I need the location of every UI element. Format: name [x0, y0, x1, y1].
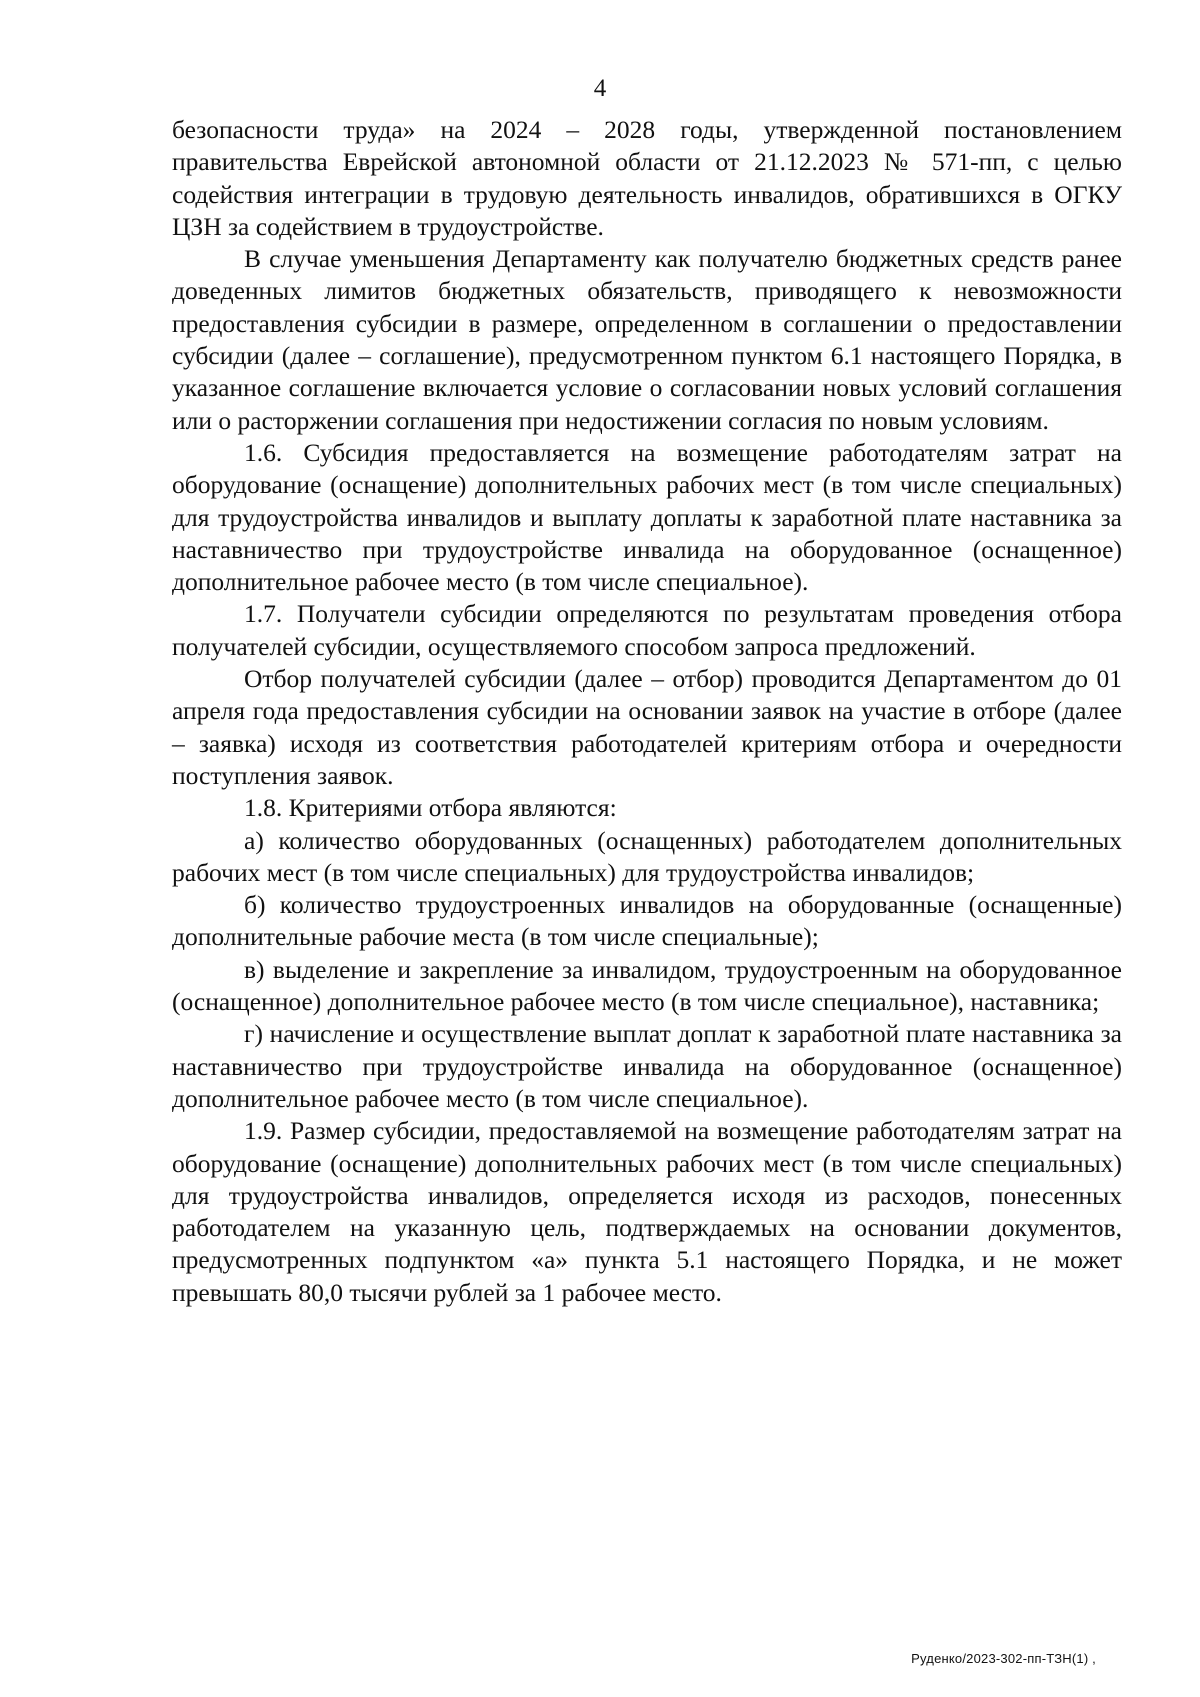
criterion-b: б) количество трудоустроенных инвалидов на оборудованные (оснащенные) дополнительные рабочие места (в том числе специальные);	[172, 890, 1122, 952]
page-number: 4	[593, 75, 607, 102]
criterion-a: а) количество оборудованных (оснащенных) работодателем дополнительных рабочих мест (в том числе специальных) для трудоустройства инвалидов;	[172, 825, 1122, 887]
paragraph-1-8: 1.8. Критериями отбора являются:	[244, 793, 617, 823]
document-reference-code: Руденко/2023-302-пп-ТЗН(1) ,	[911, 1651, 1096, 1666]
document-body	[172, 114, 1122, 1309]
criterion-g: г) начисление и осуществление выплат доплат к заработной плате наставника за наставничество при трудоустройстве инвалида на оборудованное (оснащенное) дополнительное рабочее место (в том числе специальное).	[172, 1019, 1122, 1113]
paragraph-1-6: 1.6. Субсидия предоставляется на возмещение работодателям затрат на оборудование (оснащение) дополнительных рабочих мест (в том числе специальных) для трудоустройства инвалидов и выплату доплаты к заработной плате наставника за наставничество при трудоустройстве инвалида на оборудованное (оснащенное) дополнительное рабочее место (в том числе специальное).	[172, 437, 1122, 597]
paragraph-selection: Отбор получателей субсидии (далее – отбор) проводится Департаментом до 01 апреля года предоставления субсидии на основании заявок на участие в отборе (далее – заявка) исходя из соответствия работодателей критериям отбора и очередности поступления заявок.	[172, 664, 1122, 790]
paragraph-budget-limits: В случае уменьшения Департаменту как получателю бюджетных средств ранее доведенных лимитов бюджетных обязательств, приводящего к невозможности предоставления субсидии в размере, определенном в соглашении о предоставлении субсидии (далее – соглашение), предусмотренном пунктом 6.1 настоящего Порядка, в указанное соглашение включается условие о согласовании новых условий соглашения или о расторжении соглашения при недостижении согласия по новым условиям.	[172, 244, 1122, 435]
paragraph-continuation: безопасности труда» на 2024 – 2028 годы, утвержденной постановлением правительства Еврейской автономной области от 21.12.2023 № 571-пп, с целью содействия интеграции в трудовую деятельность инвалидов, обратившихся в ОГКУ ЦЗН за содействием в трудоустройстве.	[172, 115, 1122, 241]
paragraph-1-7: 1.7. Получатели субсидии определяются по результатам проведения отбора получателей субсидии, осуществляемого способом запроса предложений.	[172, 599, 1122, 661]
paragraph-1-9: 1.9. Размер субсидии, предоставляемой на возмещение работодателям затрат на оборудование (оснащение) дополнительных рабочих мест (в том числе специальных) для трудоустройства инвалидов, определяется исходя из расходов, понесенных работодателем на указанную цель, подтверждаемых на основании документов, предусмотренных подпунктом «а» пункта 5.1 настоящего Порядка, и не может превышать 80,0 тысячи рублей за 1 рабочее место.	[172, 1116, 1122, 1307]
criterion-v: в) выделение и закрепление за инвалидом, трудоустроенным на оборудованное (оснащенное) дополнительное рабочее место (в том числе специальное), наставника;	[172, 954, 1122, 1017]
